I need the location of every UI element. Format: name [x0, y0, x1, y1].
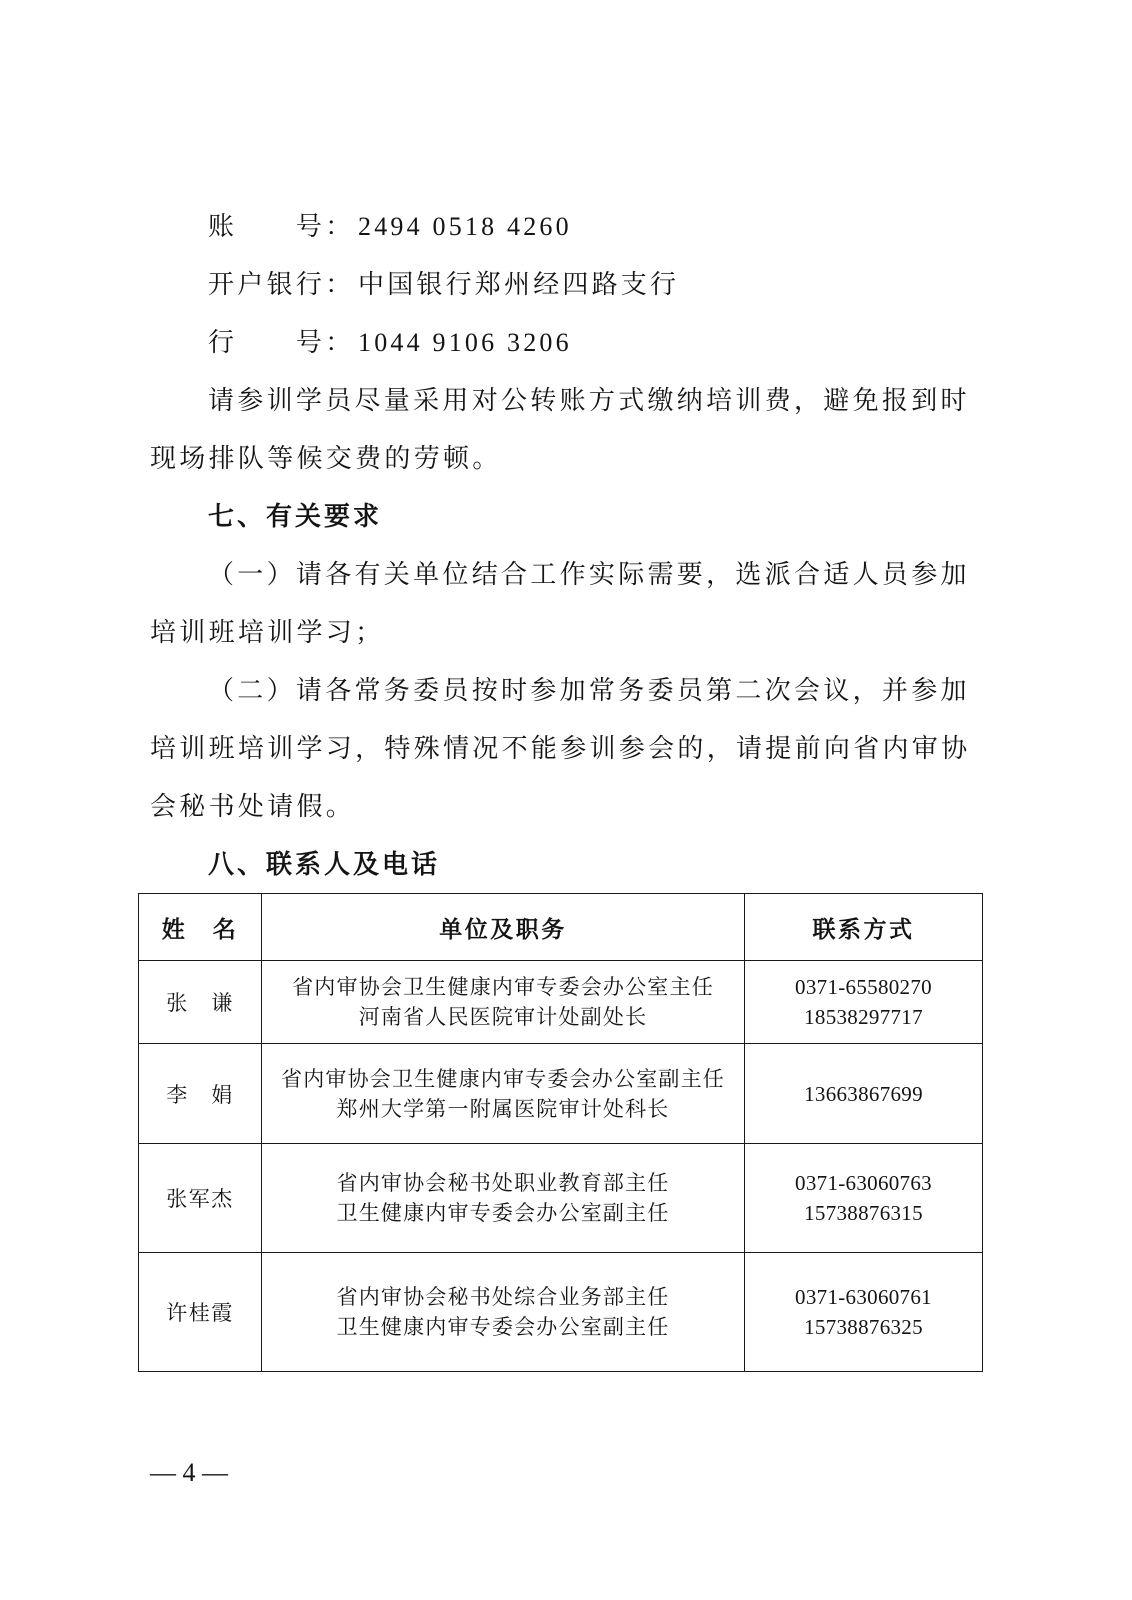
bank-account-label: 账 号： — [208, 212, 355, 241]
header-name: 姓 名 — [139, 894, 262, 961]
requirement-2-line-2: 培训班培训学习，特殊情况不能参训参会的，请提前向省内审协 — [150, 734, 971, 763]
phone-number: 15738876325 — [804, 1315, 923, 1339]
bank-code-label: 行 号： — [208, 328, 355, 357]
bank-account-line — [150, 198, 980, 256]
page-number: — 4 — — [150, 1458, 228, 1487]
header-contact: 联系方式 — [745, 894, 983, 961]
bank-code-value: 1044 9106 3206 — [358, 328, 572, 357]
position-line: 卫生健康内审专委会办公室副主任 — [336, 1315, 670, 1339]
requirement-1-line-2: 培训班培训学习； — [150, 618, 385, 647]
contact-name: 张 谦 — [139, 961, 262, 1044]
contact-position — [262, 961, 745, 1044]
contact-position — [262, 1144, 745, 1253]
phone-number: 0371-65580270 — [795, 975, 932, 999]
phone-number: 0371-63060761 — [795, 1285, 932, 1309]
position-line: 郑州大学第一附属医院审计处科长 — [336, 1096, 670, 1121]
phone-number: 0371-63060763 — [795, 1171, 932, 1195]
table-header-row — [139, 894, 983, 961]
header-position: 单位及职务 — [262, 894, 745, 961]
requirement-2-line-1: （二）请各常务委员按时参加常务委员第二次会议，并参加 — [208, 676, 970, 705]
contact-position — [262, 1044, 745, 1144]
contact-phone — [745, 1044, 983, 1144]
bank-account-value: 2494 0518 4260 — [358, 212, 572, 241]
contact-position — [262, 1253, 745, 1372]
position-line: 省内审协会秘书处职业教育部主任 — [336, 1171, 670, 1195]
table-row — [139, 1253, 983, 1372]
table-row — [139, 1144, 983, 1253]
section-8-heading: 八、联系人及电话 — [208, 850, 441, 880]
contact-name: 许桂霞 — [139, 1253, 262, 1372]
position-line: 省内审协会卫生健康内审专委会办公室副主任 — [281, 1066, 725, 1091]
contact-name: 李 娟 — [139, 1044, 262, 1144]
position-line: 河南省人民医院审计处副处长 — [358, 1005, 648, 1029]
position-line: 省内审协会卫生健康内审专委会办公室主任 — [292, 975, 714, 999]
requirement-1-line-1: （一）请各有关单位结合工作实际需要，选派合适人员参加 — [208, 560, 970, 589]
payment-note-line-1: 请参训学员尽量采用对公转账方式缴纳培训费，避免报到时 — [208, 386, 970, 415]
requirement-2-line-3: 会秘书处请假。 — [150, 792, 356, 821]
document-body — [150, 198, 980, 894]
phone-number: 18538297717 — [804, 1005, 923, 1029]
payment-note-line-2: 现场排队等候交费的劳顿。 — [150, 444, 502, 473]
contacts-table — [138, 893, 983, 1372]
bank-name-label: 开户银行： — [208, 270, 355, 299]
bank-name-line — [150, 256, 980, 314]
position-line: 卫生健康内审专委会办公室副主任 — [336, 1201, 670, 1225]
phone-number: 13663867699 — [804, 1081, 923, 1106]
table-row — [139, 961, 983, 1044]
contact-phone — [745, 1144, 983, 1253]
phone-number: 15738876315 — [804, 1201, 923, 1225]
contact-phone — [745, 961, 983, 1044]
bank-name-value: 中国银行郑州经四路支行 — [358, 270, 680, 299]
table-row — [139, 1044, 983, 1144]
position-line: 省内审协会秘书处综合业务部主任 — [336, 1285, 670, 1309]
bank-code-line — [150, 314, 980, 372]
contact-phone — [745, 1253, 983, 1372]
contact-name: 张军杰 — [139, 1144, 262, 1253]
section-7-heading: 七、有关要求 — [208, 502, 383, 532]
